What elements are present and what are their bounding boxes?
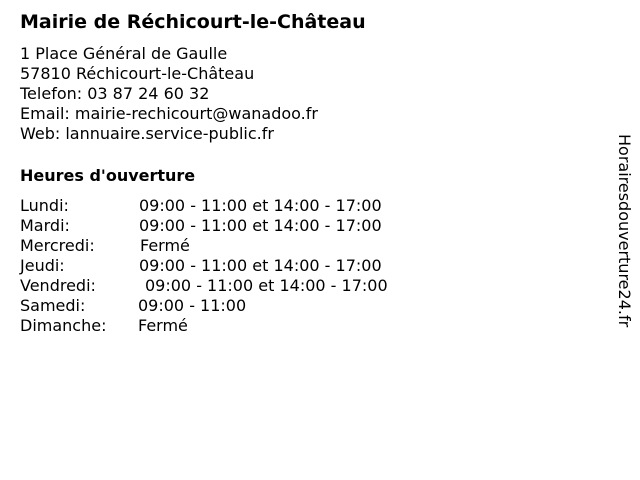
watermark-text: Horairesdouverture24.fr xyxy=(615,134,634,328)
day-label: Vendredi: xyxy=(20,276,96,295)
hours-value: 09:00 - 11:00 et 14:00 - 17:00 xyxy=(139,256,382,275)
day-label: Dimanche: xyxy=(20,316,107,335)
page-title: Mairie de Réchicourt-le-Château xyxy=(20,11,366,33)
hours-value: 09:00 - 11:00 et 14:00 - 17:00 xyxy=(139,196,382,215)
hours-value: 09:00 - 11:00 et 14:00 - 17:00 xyxy=(145,276,388,295)
opening-hours-list xyxy=(20,196,590,336)
hours-row-wednesday xyxy=(20,236,590,256)
hours-row-tuesday xyxy=(20,216,590,236)
hours-row-friday xyxy=(20,276,590,296)
hours-row-saturday xyxy=(20,296,590,316)
email-line: Email: mairie-rechicourt@wanadoo.fr xyxy=(20,104,318,123)
phone-line: Telefon: 03 87 24 60 32 xyxy=(20,84,210,103)
address-street: 1 Place Général de Gaulle xyxy=(20,44,228,63)
hours-value: Fermé xyxy=(138,316,188,335)
hours-row-monday xyxy=(20,196,590,216)
business-card xyxy=(20,8,590,336)
day-label: Jeudi: xyxy=(20,256,65,275)
site-watermark xyxy=(614,134,634,372)
hours-value: 09:00 - 11:00 et 14:00 - 17:00 xyxy=(139,216,382,235)
web-line: Web: lannuaire.service-public.fr xyxy=(20,124,274,143)
day-label: Mercredi: xyxy=(20,236,95,255)
hours-value: 09:00 - 11:00 xyxy=(138,296,247,315)
day-label: Lundi: xyxy=(20,196,69,215)
address-city: 57810 Réchicourt-le-Château xyxy=(20,64,255,83)
hours-row-thursday xyxy=(20,256,590,276)
hours-row-sunday xyxy=(20,316,590,336)
opening-hours-heading: Heures d'ouverture xyxy=(20,166,196,185)
day-label: Samedi: xyxy=(20,296,86,315)
day-label: Mardi: xyxy=(20,216,70,235)
hours-value: Fermé xyxy=(140,236,190,255)
